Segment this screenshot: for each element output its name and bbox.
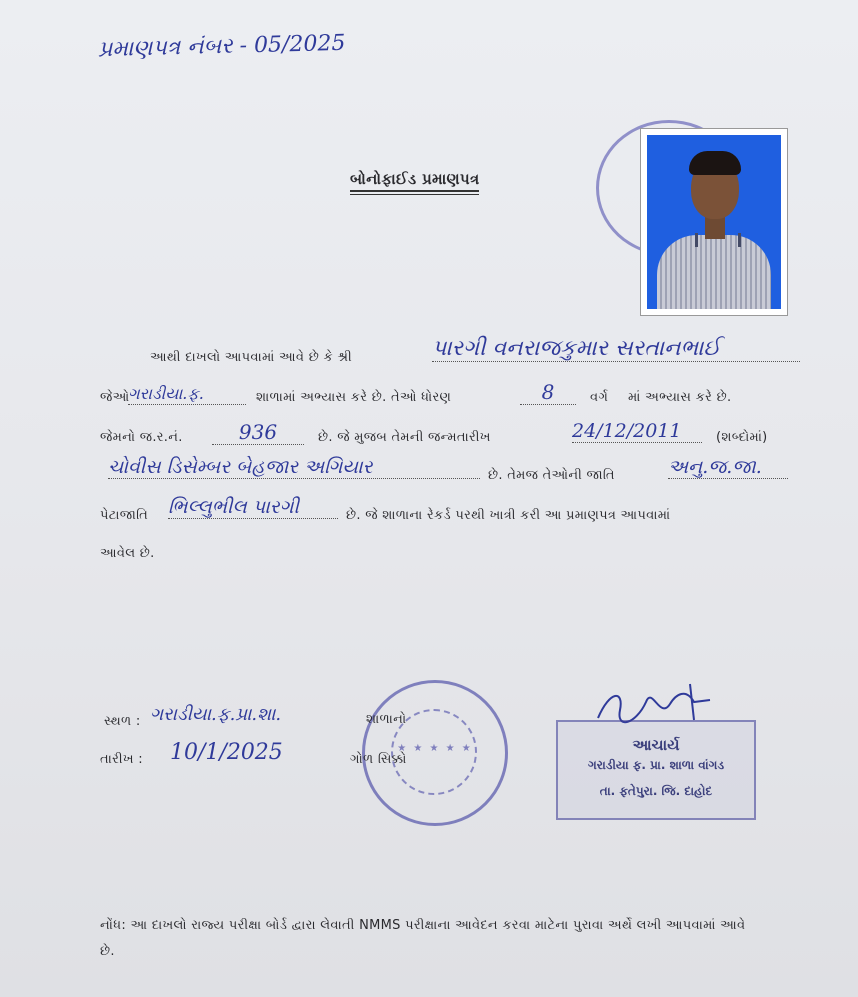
line3-prefix: જેમનો જ.ર.નં.: [100, 430, 183, 445]
seal-label-2: ગોળ સિક્કો: [350, 752, 407, 767]
line5-prefix: પેટાજાતિ: [100, 508, 149, 523]
line6-text: આવેલ છે.: [100, 546, 155, 561]
place-label: સ્થળ :: [104, 714, 141, 729]
line2-middle: શાળામાં અભ્યાસ કરે છે. તેઓ ધોરણ: [256, 390, 452, 405]
line1-text: આથી દાખલો આપવામાં આવે છે કે શ્રી: [150, 350, 353, 365]
line4-middle: છે. તેમજ તેઓની જાતિ: [488, 468, 615, 483]
birth-date: 24/12/2011: [572, 420, 702, 443]
gr-number: 936: [212, 420, 304, 445]
student-name: પારગી વનરાજકુમાર સરતાનભાઈ: [432, 336, 800, 362]
sub-caste-value: ભિલ્લુભીલ પારગી: [168, 496, 338, 519]
seal-label-1: શાળાનો: [366, 712, 407, 727]
principal-stamp: [556, 720, 756, 820]
principal-title: આચાર્ય: [632, 736, 680, 754]
caste-value: અનુ.જ.જા.: [668, 456, 788, 479]
standard-value: 8: [520, 380, 576, 405]
line3-suffix: (શબ્દોમાં): [716, 430, 768, 445]
class-label: વર્ગ: [590, 390, 609, 405]
date-value: 10/1/2025: [170, 740, 283, 765]
round-seal-icon: ★ ★ ★ ★ ★: [362, 680, 508, 826]
birth-date-in-words: ચોવીસ ડિસેમ્બર બેહજાર અગિયાર: [108, 456, 480, 479]
principal-taluka: તા. ફતેપુરા. જિ. દાહોદ: [599, 784, 713, 798]
line3-middle: છે. જે મુજબ તેમની જન્મતારીખ: [318, 430, 491, 445]
line2-prefix: જેઓ: [100, 390, 130, 405]
line5-suffix: છે. જે શાળાના રેકર્ડ પરથી ખાત્રી કરી આ પ્રમાણપત્ર આપવામાં: [346, 508, 671, 523]
principal-school: ગરાડીયા ફ. પ્રા. શાળા વાંગડ: [587, 758, 725, 772]
line2-suffix: માં અભ્યાસ કરે છે.: [628, 390, 732, 405]
student-photo: [640, 128, 788, 316]
document-title: બોનોફાઈડ પ્રમાણપત્ર: [350, 170, 479, 192]
place-value: ગરાડીયા.ફ.પ્રા.શા.: [150, 704, 282, 725]
school-name: ગરાડીયા.ફ.: [128, 384, 246, 405]
footnote: નોંધ: આ દાખલો રાજ્ય પરીક્ષા બોર્ડ દ્વારા લેવાતી NMMS પરીક્ષાના આવેદન કરવા માટેના પુરાવા અર્થે લખી આપવામાં આવે છે.: [100, 918, 746, 959]
certificate-number: પ્રમાણપત્ર નંબર - 05/2025: [97, 30, 346, 63]
date-label: તારીખ :: [100, 752, 143, 767]
